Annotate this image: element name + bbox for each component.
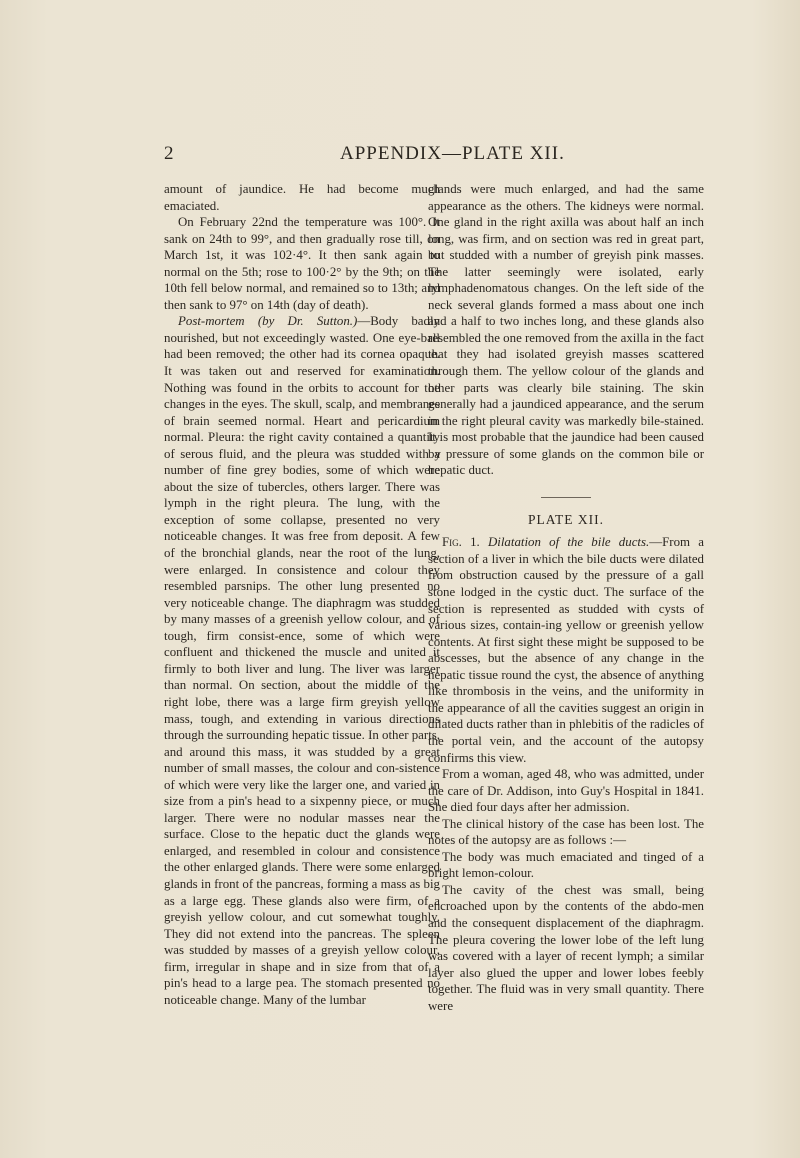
paragraph: glands were much enlarged, and had the same appearance as the others. The kidneys were normal. One gland in the right axilla was about half an inch long, was firm, and on section was red in great part, but studded with a number of greyish pink masses. The latter seemingly were isolated, early lymphadenomatous changes. On the left side of the neck several glands formed a mass about one inch and a half to two inches long, and these glands also resembled the one removed from the axilla in the fact that they had isolated greyish masses scattered through them. The yellow colour of the glands and other parts was clearly bile staining. The skin generally had a jaundiced appearance, and the serum in the right pleural cavity was markedly bile-stained. It is most probable that the jaundice had been caused by pressure of some glands on the common bile or hepatic duct. [428, 182, 704, 478]
plate-heading: PLATE XII. [528, 511, 604, 527]
postmortem-dash: — [357, 314, 371, 329]
paragraph: On February 22nd the temperature was 100°. It sank on 24th to 99°, and then gradually rose till, on March 1st, it was 102·4°. It then sank again to normal on the 5th; rose to 100·2° by the 9th; on the 10th fell below normal, and remained so to 13th; and then sank to 97° on 14th (day of death). [164, 215, 440, 312]
paragraph: The body was much emaciated and tinged of a bright lemon-colour. [428, 849, 704, 881]
figure-paragraph [428, 534, 704, 766]
postmortem-label: Post-mortem [178, 314, 245, 329]
paragraph: amount of jaundice. He had become much emaciated. [164, 182, 440, 213]
postmortem-paragraph [164, 313, 440, 1008]
figure-text: From a section of a liver in which the bile ducts were dilated from obstruction caused by the pressure of a gall stone lodged in the cystic duct. The surface of the section is represented as studded with cysts of various sizes, contain-ing yellow or greenish yellow contents. At first sight these might be supposed to be abscesses, but the absence of any change in the hepatic tissue round the cyst, the absence of anything like thrombosis in the veins, and the uniformity in the appearance of all the cavities suggest an origin in dilated ducts rather than in phlebitis of the radicles of the portal vein, and the account of the autopsy confirms this view. [428, 535, 704, 765]
figure-title: Dilatation of the bile ducts. [487, 535, 650, 550]
page-header [0, 143, 800, 173]
paragraph: From a woman, aged 48, who was admitted, under the care of Dr. Addison, into Guy's Hospital in 1841. She died four days after her admission. [428, 767, 704, 815]
postmortem-by: (by Dr. Sutton.) [257, 314, 358, 329]
page-number: 2 [164, 143, 175, 164]
right-column [428, 181, 704, 1014]
running-title: APPENDIX—PLATE XII. [340, 143, 565, 164]
paragraph: Body badly nourished, but not exceedingly wasted. One eye-ball had been removed; the other had its cornea opaque. It was taken out and reserved for examination. Nothing was found in the orbits to account for the changes in the eyes. The skull, scalp, and membranes of brain seemed normal. Heart and pericardium normal. Pleura: the right cavity contained a quantity of serous fluid, and the pleura was studded with a number of fine grey bodies, some of which were about the size of tubercles, others larger. There was lymph in the right pleura. The lung, with the exception of some collapse, presented no very noticeable changes. It was free from deposit. A few of the bronchial glands, near the root of the lung, were enlarged. In consistence and colour they resembled parsnips. The other lung presented no very noticeable change. The diaphragm was studded by many masses of a greenish yellow colour, and of tough, firm consist-ence, some of which were confluent and thickened the muscle and united it firmly to both liver and lung. The liver was larger than normal. On section, about the middle of the right lobe, there was a large firm greyish yellow mass, tough, and extending in various directions through the surrounding hepatic tissue. In other parts, and around this mass, it was studded by a great number of small masses, the colour and con-sistence of which were very like the larger one, and varied in size from a pin's head to a sixpenny piece, or much larger. There were no nodular masses near the surface. Close to the hepatic duct the glands were enlarged, and resembled in colour and consistence the other enlarged glands. There were some enlarged glands in front of the pancreas, forming a mass as big as a large egg. These glands also were firm, of a greyish yellow colour, and cut somewhat toughly. They did not extend into the pancreas. The spleen was studded by masses of a greyish yellow colour, firm, irregular in shape and in size from that of a pin's head to a large pea. The stomach presented no noticeable change. Many of the lumbar [164, 314, 441, 1007]
left-column [164, 181, 440, 1008]
paragraph: The clinical history of the case has been lost. The notes of the autopsy are as follows :— [428, 816, 704, 848]
section-rule [541, 497, 591, 498]
figure-label: Fig. 1. [442, 535, 480, 550]
paragraph: The cavity of the chest was small, being encroached upon by the contents of the abdo-men and the consequent displacement of the diaphragm. The pleura covering the lower lobe of the left lung was covered with a layer of recent lymph; a similar layer also glued the upper and lower lobes feebly together. The fluid was in very small quantity. There were [428, 882, 704, 1013]
figure-dash: — [649, 535, 663, 550]
